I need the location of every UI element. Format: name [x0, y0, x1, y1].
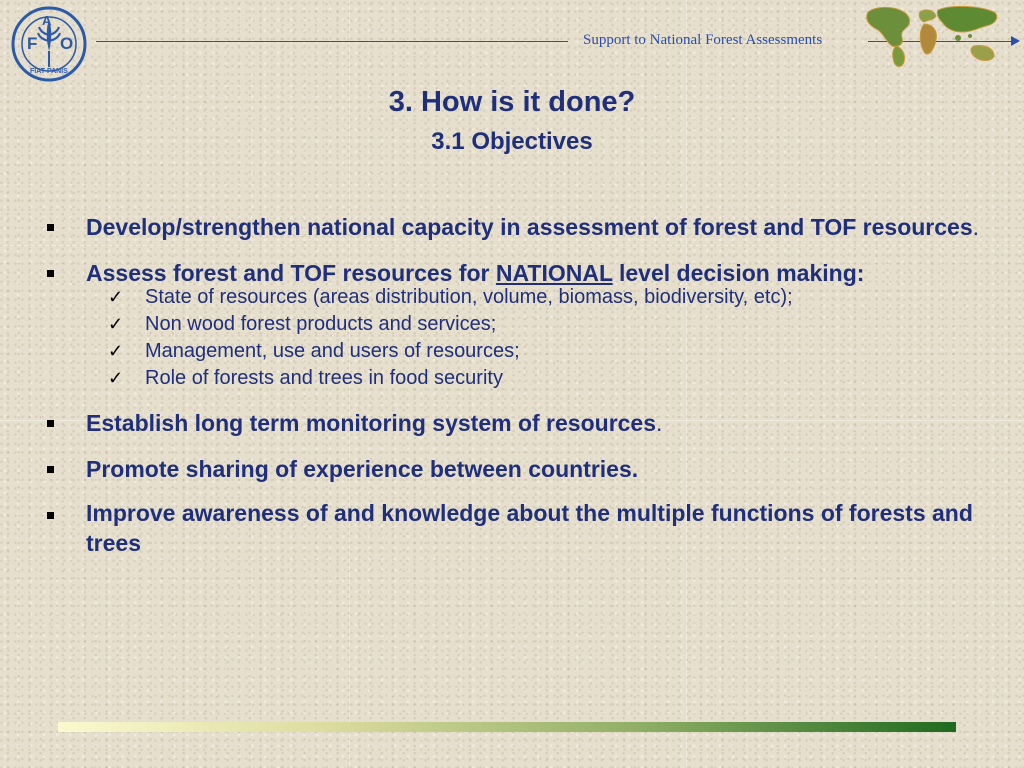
objective-suffix: . [656, 410, 663, 436]
objective-text: Establish long term monitoring system of resources [86, 410, 657, 436]
sub-item [44, 365, 984, 392]
square-bullet-icon [47, 512, 54, 519]
sub-item [44, 284, 984, 311]
fao-logo [10, 5, 88, 83]
objective-item [44, 452, 984, 486]
square-bullet-icon [47, 224, 54, 231]
objective-item [44, 498, 984, 558]
check-icon: ✓ [108, 341, 124, 361]
header-tagline: Support to National Forest Assessments [583, 32, 823, 48]
square-bullet-icon [47, 270, 54, 277]
sub-item-text: State of resources (areas distribution, volume, biomass, biodiversity, etc); [145, 286, 793, 308]
objective-text: Develop/strengthen national capacity in assessment of forest and TOF resources [86, 214, 973, 240]
objective-emphasis: NATIONAL [495, 260, 613, 286]
sub-item-text: Management, use and users of resources; [145, 340, 520, 362]
header-rule-left [96, 41, 568, 42]
footer-gradient-bar [58, 722, 956, 732]
world-map-icon [862, 2, 1007, 70]
square-bullet-icon [47, 466, 54, 473]
check-icon: ✓ [108, 368, 124, 388]
objective-text-after: level decision making: [612, 260, 865, 286]
sub-item-text: Non wood forest products and services; [145, 313, 497, 335]
logo-letter-a: A [42, 13, 52, 28]
arrow-right-icon [1011, 36, 1020, 46]
objective-suffix: . [972, 214, 980, 240]
sub-item-text: Role of forests and trees in food security [145, 367, 503, 389]
objective-item [44, 210, 984, 244]
logo-letter-f: F [27, 34, 38, 53]
check-icon: ✓ [108, 314, 124, 334]
page-title: 3. How is it done? [388, 86, 636, 118]
check-icon: ✓ [108, 287, 124, 307]
objective-text: Improve awareness of and knowledge about the multiple functions of forests and trees [86, 500, 973, 556]
objective-text: Assess forest and TOF resources for [86, 260, 496, 286]
logo-motto: FIAT PANIS [30, 68, 68, 75]
page-subtitle: 3.1 Objectives [431, 128, 593, 155]
logo-letter-o: O [60, 34, 74, 53]
sub-item [44, 311, 984, 338]
objective-text: Promote sharing of experience between countries. [86, 456, 639, 482]
square-bullet-icon [47, 420, 54, 427]
objectives-list [44, 210, 984, 558]
sub-item [44, 338, 984, 365]
objective-item [44, 406, 984, 440]
